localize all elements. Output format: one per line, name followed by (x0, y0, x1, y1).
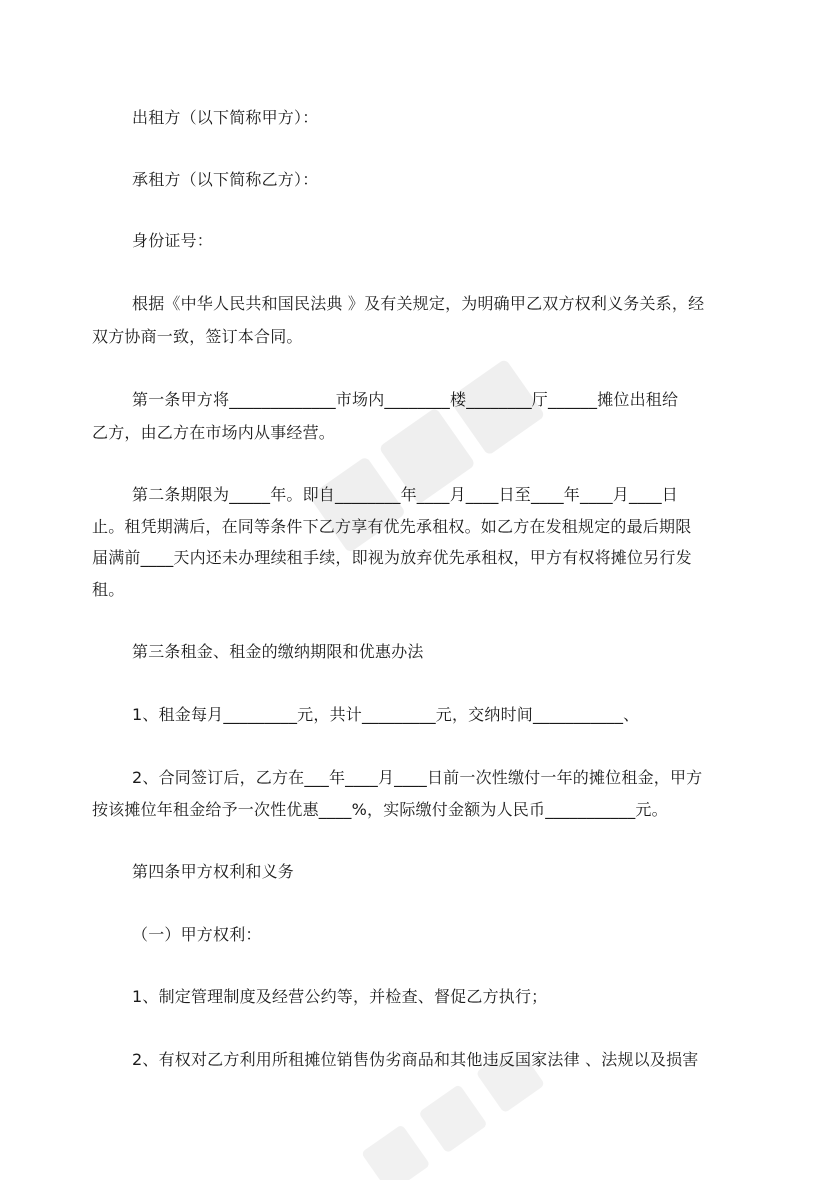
article-3-item-2-line-1: 2、合同签订后，乙方在___年____月____日前一次性缴付一年的摊位租金，甲方 (132, 768, 703, 787)
article-3-item-1: 1、租金每月_________元，共计_________元，交纳时间___________、 (132, 705, 640, 724)
lessee-label: 承租方（以下简称乙方）： (132, 170, 319, 189)
preamble-line-1: 根据《中华人民共和国民法典 》及有关规定，为明确甲乙双方权利义务关系，经 (132, 294, 705, 313)
lessor-label: 出租方（以下简称甲方）： (132, 108, 319, 127)
article-2-line-1: 第二条期限为_____年。即自________年____月____日至____年____月____日 (132, 485, 679, 504)
article-3-item-2-line-2: 按该摊位年租金给予一次性优惠____%，实际缴付金额为人民币___________元。 (92, 800, 668, 819)
watermark-logo (270, 300, 590, 620)
article-1-line-1: 第一条甲方将_____________市场内________楼________厅______摊位出租给 (132, 390, 679, 409)
watermark-logo-bottom (300, 1060, 620, 1180)
article-4-heading: 第四条甲方权利和义务 (132, 862, 295, 881)
lessor-rights-item-1: 1、制定管理制度及经营公约等，并检查、督促乙方执行； (132, 987, 548, 1006)
article-1-line-2: 乙方，由乙方在市场内从事经营。 (92, 423, 336, 442)
article-2-line-2: 止。租凭期满后，在同等条件下乙方享有优先承租权。如乙方在发租规定的最后期限 (92, 517, 692, 536)
lessor-rights-heading: （一）甲方权利： (132, 925, 262, 944)
id-number-label: 身份证号： (132, 231, 214, 250)
article-3-heading: 第三条租金、租金的缴纳期限和优惠办法 (132, 642, 424, 661)
lessor-rights-item-2: 2、有权对乙方利用所租摊位销售伪劣商品和其他违反国家法律 、法规以及损害 (132, 1050, 699, 1069)
article-2-line-4: 租。 (92, 580, 125, 599)
preamble-line-2: 双方协商一致，签订本合同。 (92, 327, 303, 346)
article-2-line-3: 届满前____天内还未办理续租手续，即视为放弃优先承租权，甲方有权将摊位另行发 (92, 548, 692, 567)
